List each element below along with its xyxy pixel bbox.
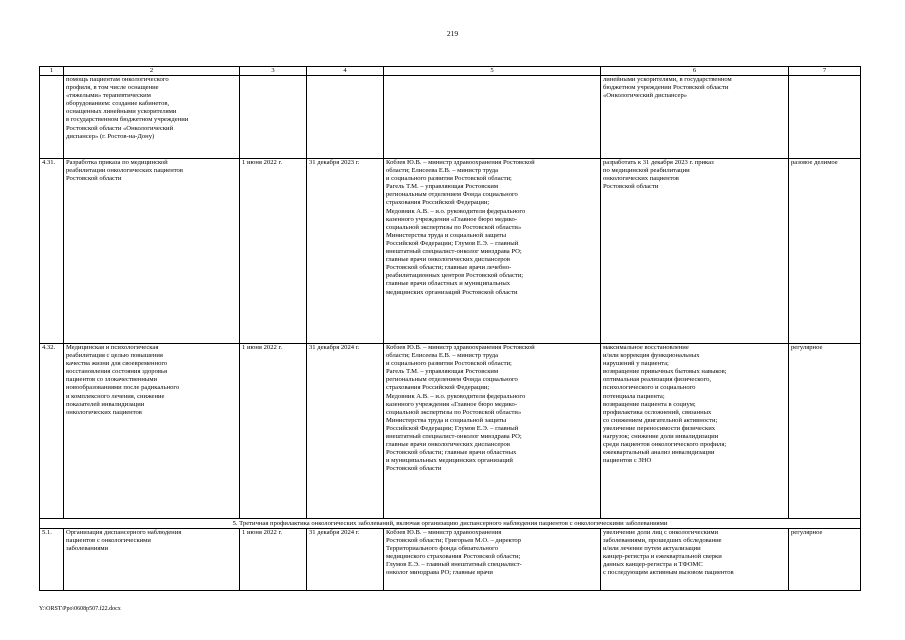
measure-name-line: пациентов с онкологическими [66, 537, 151, 545]
measure-name [64, 529, 240, 591]
measure-name-line: новообразованиями после радикального [66, 384, 180, 392]
responsible-persons-line: Ростовской области; главные врачи областных [386, 449, 517, 457]
expected-result-line: пациентов с ЗНО [603, 457, 652, 465]
responsible-persons-line: Ростовской области [386, 465, 442, 473]
expected-result-line: нагрузок; снижение доли инвалидизации [603, 433, 719, 441]
measure-name [64, 76, 240, 159]
responsible-persons-line: внештатный специалист-онколог минздрава РО; [386, 433, 522, 441]
header-cell: 3 [240, 67, 307, 76]
expected-result-line: максимальное восстановление [603, 344, 689, 351]
expected-result-line: потенциала пациента; [603, 392, 665, 400]
event-type: регулярное [789, 529, 861, 591]
responsible-persons-line: страхования Российской Федерации; [386, 199, 490, 207]
expected-result-line: оптимальная реализация физического, [603, 376, 712, 384]
responsible-persons-line: Глумов Е.Э. – главный внештатный специалист- [386, 561, 522, 569]
responsible-persons-line: Российской Федерации; Глумов Е.Э. – главный [386, 239, 519, 247]
measure-name-line: помощь пациентам онкологического [66, 76, 169, 83]
expected-result [601, 159, 789, 344]
responsible-persons-line: Ростовской области; Григорьев М.О. – директор [386, 537, 522, 545]
responsible-persons-line: главные врачи онкологических диспансеров [386, 256, 510, 264]
responsible-persons-line: Кобзев Ю.В. – министр здравоохранения Ростовской [386, 159, 535, 166]
expected-result-line: по медицинской реабилитации [603, 167, 690, 175]
responsible-persons-line: региональным отделением Фонда социального [386, 376, 518, 384]
start-date: 1 июня 2022 г. [240, 159, 307, 344]
responsible-persons-line: главные врачи областных и муниципальных [386, 280, 511, 288]
expected-result-line: и/или лечение путем актуализации [603, 545, 701, 553]
measure-name-line: диспансер» (г. Ростов-на-Дону) [66, 132, 155, 140]
event-type: разовое делимое [789, 159, 861, 344]
expected-result-line: данных канцер-регистра и ТФОМС [603, 561, 703, 569]
expected-result-line: нарушений у пациента; [603, 360, 669, 368]
responsible-persons-line: области; Елисеева Е.В. – министр труда [386, 352, 499, 360]
responsible-persons-line: области; Елисеева Е.В. – министр труда [386, 167, 499, 175]
item-number [40, 76, 64, 159]
responsible-persons-line: реабилитационных центров Ростовской области; [386, 272, 524, 280]
responsible-persons-line: социальной экспертизы по Ростовской области» [386, 223, 522, 231]
table-row [40, 344, 861, 519]
measure-name-line: пациентов со злокачественными [66, 376, 158, 384]
expected-result [601, 529, 789, 591]
measure-name-line: и комплексного лечения, снижение [66, 392, 165, 400]
expected-result-line: ежеквартальный анализ инвалидизации [603, 449, 715, 457]
section-header-row [40, 519, 861, 529]
expected-result [601, 76, 789, 159]
responsible-persons-line: внештатный специалист-онколог минздрава РО; [386, 248, 522, 256]
responsible-persons-line: Кобзев Ю.В. – министр здравоохранения Ростовской [386, 344, 535, 351]
header-cell: 4 [307, 67, 384, 76]
responsible-persons-line: Территориального фонда обязательного [386, 545, 499, 553]
page-number: 219 [446, 29, 459, 38]
expected-result-line: возвращение пациента в социум; [603, 400, 696, 408]
responsible-persons-line: казенного учреждения «Главное бюро медико- [386, 400, 518, 408]
measure-name-line: Ростовской области «Онкологический [66, 124, 174, 132]
measure-name-line: качества жизни для своевременного [66, 360, 168, 368]
expected-result-line: заболеваниями, прошедших обследование [603, 537, 722, 545]
responsible-persons-line: и муниципальных медицинских организаций [386, 457, 513, 465]
table-row [40, 76, 861, 159]
expected-result-line: линейными ускорителями, в государственном [603, 76, 732, 83]
start-date: 1 июня 2022 г. [240, 344, 307, 519]
responsible-persons-line: Министерства труда и социальной защиты [386, 416, 507, 424]
responsible-persons-line: Кобзев Ю.В. – министр здравоохранения [386, 529, 502, 536]
responsible-persons-line: казенного учреждения «Главное бюро медико- [386, 215, 518, 223]
measure-name-line: реабилитации онкологических пациентов [66, 167, 183, 175]
expected-result-line: среди пациентов онкологического профиля; [603, 441, 727, 449]
measure-name-line: Ростовской области [66, 175, 122, 183]
end-date: 31 декабря 2024 г. [307, 344, 384, 519]
expected-result-line: увеличение доли лиц с онкологическими [603, 529, 719, 536]
responsible-persons-line: и социального развития Ростовской области; [386, 360, 512, 368]
responsible-persons-line: Медовник А.В. – и.о. руководителя федерального [386, 392, 526, 400]
responsible-persons-line: Ростовской области; главные врачи лечебно- [386, 264, 512, 272]
item-number: 4.32. [40, 344, 64, 519]
expected-result-line: профилактика осложнений, связанных [603, 408, 712, 416]
responsible-persons-line: Министерства труда и социальной защиты [386, 231, 507, 239]
responsible-persons [384, 529, 601, 591]
end-date [307, 76, 384, 159]
measure-name-line: восстановления состояния здоровья [66, 368, 168, 376]
measure-name-line: заболеваниями [66, 545, 109, 553]
measure-name-line: Медицинская и психологическая [66, 344, 159, 351]
responsible-persons-line: региональным отделением Фонда социального [386, 191, 518, 199]
responsible-persons-line: медицинского страхования Ростовской области; [386, 553, 521, 561]
item-number: 5.1. [40, 529, 64, 591]
measure-name-line: оборудованием: создание кабинетов, [66, 100, 170, 108]
responsible-persons-line: онколог минздрава РО; главные врачи [386, 569, 493, 577]
file-path-footer: Y:\ORST\Ppo\0608p507.f22.docx [39, 606, 121, 612]
expected-result-line: психологического и социального [603, 384, 696, 392]
responsible-persons-line: Рагель Т.М. – управляющая Ростовским [386, 368, 499, 376]
responsible-persons [384, 76, 601, 159]
measures-table [39, 66, 861, 591]
responsible-persons [384, 344, 601, 519]
measure-name-line: Разработка приказа по медицинской [66, 159, 168, 166]
responsible-persons-line: страхования Российской Федерации; [386, 384, 490, 392]
expected-result-line: с последующим активным вызовом пациентов [603, 569, 734, 577]
expected-result-line: увеличение переносимости физических [603, 424, 716, 432]
expected-result-line: канцер-регистра и ежеквартальной сверки [603, 553, 722, 561]
header-cell: 5 [384, 67, 601, 76]
start-date [240, 76, 307, 159]
expected-result-line: возвращение привычных бытовых навыков; [603, 368, 727, 376]
header-cell: 2 [64, 67, 240, 76]
measure-name-line: онкологических пациентов [66, 408, 142, 416]
responsible-persons [384, 159, 601, 344]
expected-result-line: бюджетном учреждении Ростовской области [603, 84, 729, 92]
end-date: 31 декабря 2023 г. [307, 159, 384, 344]
section-title: 5. Третичная профилактика онкологических заболеваний, включая организацию диспансерного наблюдения пациентов с онкологическими заболеваниями [40, 519, 861, 529]
expected-result [601, 344, 789, 519]
expected-result-line: Ростовской области [603, 183, 659, 191]
expected-result-line: «Онкологический диспансер» [603, 92, 688, 100]
measure-name-line: оснащенных линейными ускорителями [66, 108, 177, 116]
measure-name-line: реабилитация с целью повышения [66, 352, 163, 360]
measure-name [64, 159, 240, 344]
header-cell: 1 [40, 67, 64, 76]
responsible-persons-line: социальной экспертизы по Ростовской области» [386, 408, 522, 416]
table-row [40, 159, 861, 344]
responsible-persons-line: главные врачи онкологических диспансеров [386, 441, 510, 449]
event-type [789, 76, 861, 159]
expected-result-line: и/или коррекция функциональных [603, 352, 700, 360]
measure-name-line: в государственном бюджетном учреждении [66, 116, 189, 124]
measure-name-line: «тяжелыми» терапевтическим [66, 92, 151, 100]
expected-result-line: онкологических пациентов [603, 175, 679, 183]
responsible-persons-line: Рагель Т.М. – управляющая Ростовским [386, 183, 499, 191]
header-cell: 6 [601, 67, 789, 76]
table-row [40, 529, 861, 591]
responsible-persons-line: и социального развития Ростовской области; [386, 175, 512, 183]
responsible-persons-line: Российской Федерации; Глумов Е.Э. – главный [386, 424, 519, 432]
start-date: 1 июня 2022 г. [240, 529, 307, 591]
end-date: 31 декабря 2024 г. [307, 529, 384, 591]
measure-name-line: Организация диспансерного наблюдения [66, 529, 182, 536]
expected-result-line: со снижением двигательной активности; [603, 416, 718, 424]
responsible-persons-line: медицинских организаций Ростовской области [386, 288, 518, 296]
header-cell: 7 [789, 67, 861, 76]
measure-name-line: показателей инвалидизации [66, 400, 145, 408]
responsible-persons-line: Медовник А.В. – и.о. руководителя федерального [386, 207, 526, 215]
event-type: регулярное [789, 344, 861, 519]
item-number: 4.31. [40, 159, 64, 344]
measure-name-line: профиля, в том числе оснащение [66, 84, 159, 92]
measure-name [64, 344, 240, 519]
column-number-header [40, 67, 861, 76]
expected-result-line: разработать к 31 декабря 2023 г. приказ [603, 159, 714, 166]
